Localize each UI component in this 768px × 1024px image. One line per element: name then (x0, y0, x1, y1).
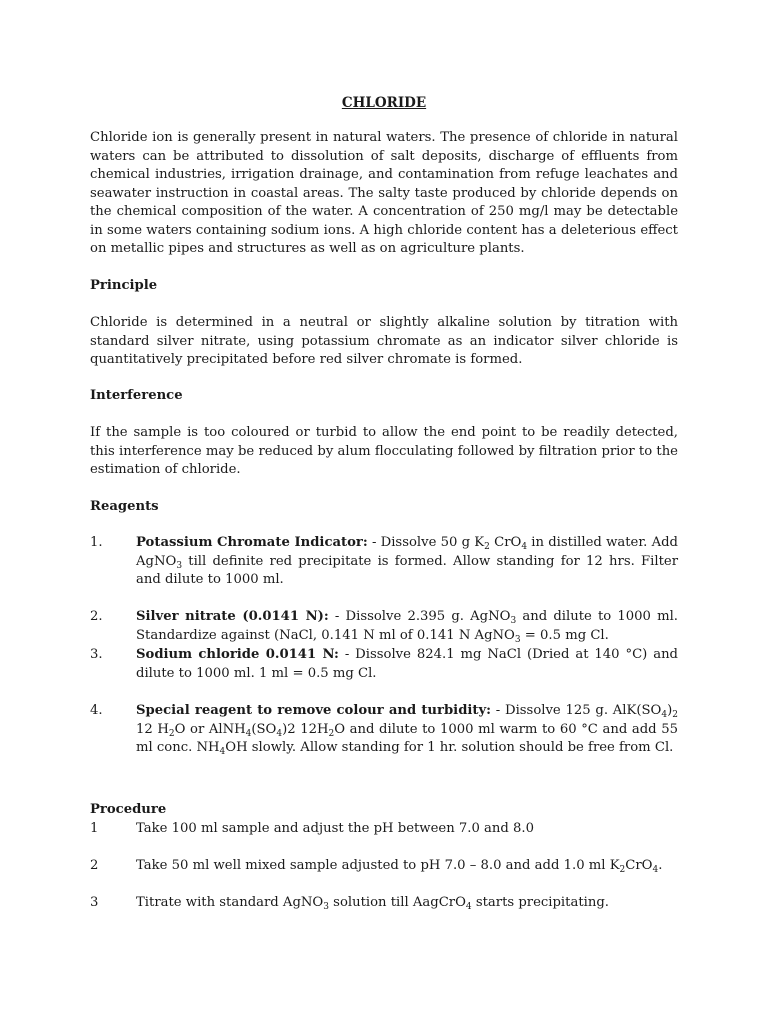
reagent-item (90, 646, 678, 683)
step-text: Take 100 ml sample and adjust the pH between 7.0 and 8.0 (136, 821, 535, 836)
step-number: 3 (90, 895, 99, 910)
procedure-heading: Procedure (90, 802, 167, 817)
reagent-number: 1. (90, 535, 103, 550)
reagent-number: 3. (90, 647, 103, 662)
intro-paragraph: Chloride ion is generally present in natural waters. The presence of chloride in natural waters can be attributed to dissolution of salt deposits, discharge of effluents from chemical industries, irrigation drainage, and contamination from refuge leachates and seawater instruction in coastal areas. The salty taste produced by chloride depends on the chemical composition of the water. A concentration of 250 mg/l may be detectable in some waters containing sodium ions. A high chloride content has a deleterious effect on metallic pipes and structures as well as on agriculture plants. (90, 130, 678, 256)
step-text: Titrate with standard AgNO$_3$ solution till AagCrO$_4$ starts precipitating. (136, 895, 609, 912)
page-title: CHLORIDE (341, 95, 427, 111)
reagent-text: Special reagent to remove colour and turbidity: - Dissolve 125 g. $AlK(SO_4)_2$ 12 $H_2O$ or $AlNH_4(SO_4)2$ $12H_2O$ and dilute to 1000 ml warm to 60 °C and add 55 ml conc. $NH_4OH$ slowly. Allow standing for 1 hr. solution should be free from Cl. (136, 703, 678, 757)
reagent-item (90, 702, 678, 758)
procedure-step (90, 820, 678, 839)
reagent-number: 2. (90, 609, 103, 624)
principle-heading: Principle (90, 278, 158, 293)
reagent-item (90, 608, 678, 645)
reagent-label: Special reagent to remove colour and turbidity: (136, 703, 492, 718)
interference-paragraph: If the sample is too coloured or turbid to allow the end point to be readily detected, this interference may be reduced by alum flocculating followed by filtration prior to the estimation of chloride. (90, 425, 678, 477)
reagent-label: Sodium chloride 0.0141 N: (136, 647, 339, 662)
reagents-heading: Reagents (90, 499, 159, 514)
step-text: Take 50 ml well mixed sample adjusted to pH 7.0 – 8.0 and add 1.0 ml $K_2CrO_4$. (136, 858, 663, 875)
reagent-text: Silver nitrate (0.0141 N): - Dissolve 2.395 g. AgNO$_3$ and dilute to 1000 ml. Standardize against (NaCl, 0.141 N ml of 0.141 N AgNO$_3$ = 0.5 mg Cl. (136, 609, 678, 645)
reagent-item (90, 534, 678, 590)
reagent-text: Sodium chloride 0.0141 N: - Dissolve 824.1 mg NaCl (Dried at 140 °C) and dilute to 1000 ml. 1 ml = 0.5 mg Cl. (136, 647, 679, 681)
procedure-step (90, 894, 678, 913)
reagent-label: Silver nitrate (0.0141 N): (136, 609, 329, 624)
reagent-label: Potassium Chromate Indicator: (136, 535, 368, 550)
step-number: 2 (90, 858, 99, 873)
procedure-step (90, 857, 678, 876)
reagent-text: Potassium Chromate Indicator: - Dissolve 50 g $K_2$ CrO$_4$ in distilled water. Add AgNO$_3$ till definite red precipitate is formed. Allow standing for 12 hrs. Filter and dilute to 1000 ml. (136, 535, 678, 587)
reagent-number: 4. (90, 703, 103, 718)
interference-heading: Interference (90, 388, 183, 403)
step-number: 1 (90, 821, 99, 836)
principle-paragraph: Chloride is determined in a neutral or slightly alkaline solution by titration with standard silver nitrate, using potassium chromate as an indicator silver chloride is quantitatively precipitated before red silver chromate is formed. (90, 315, 678, 367)
